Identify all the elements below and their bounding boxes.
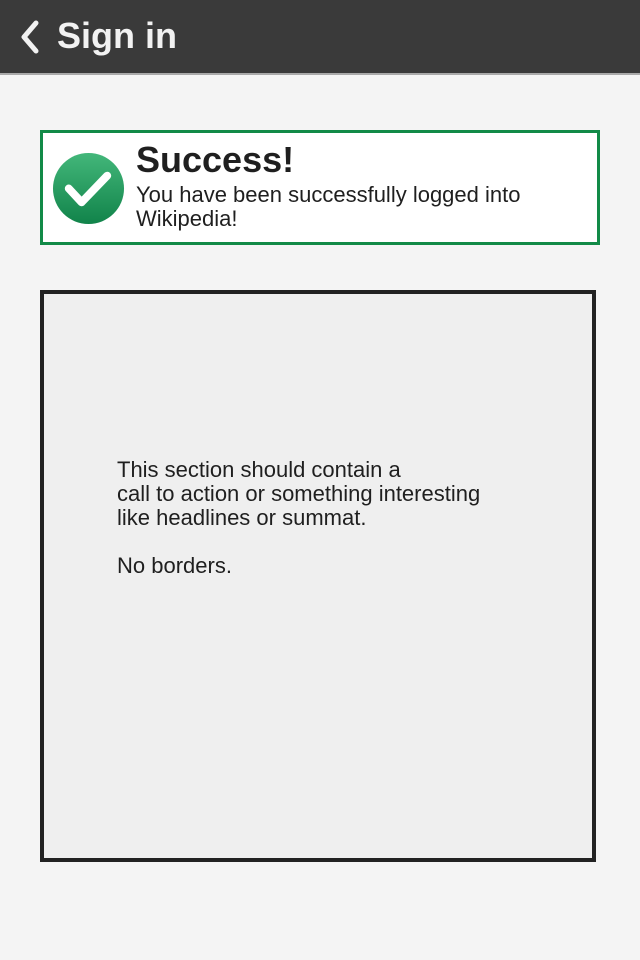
check-circle-icon	[51, 151, 126, 226]
success-title: Success!	[136, 139, 295, 180]
call-to-action-panel	[40, 290, 596, 862]
chevron-left-icon	[14, 17, 46, 57]
success-message-box	[40, 130, 600, 245]
top-navigation-bar	[0, 0, 640, 75]
panel-note: No borders.	[117, 553, 232, 578]
success-message: You have been successfully logged into Wikipedia!	[136, 182, 521, 231]
back-button[interactable]	[10, 12, 50, 62]
page-title: Sign in	[57, 15, 177, 56]
panel-description: This section should contain a call to action or something interesting like headlines or summat.	[117, 457, 481, 530]
panel-text	[117, 458, 537, 578]
